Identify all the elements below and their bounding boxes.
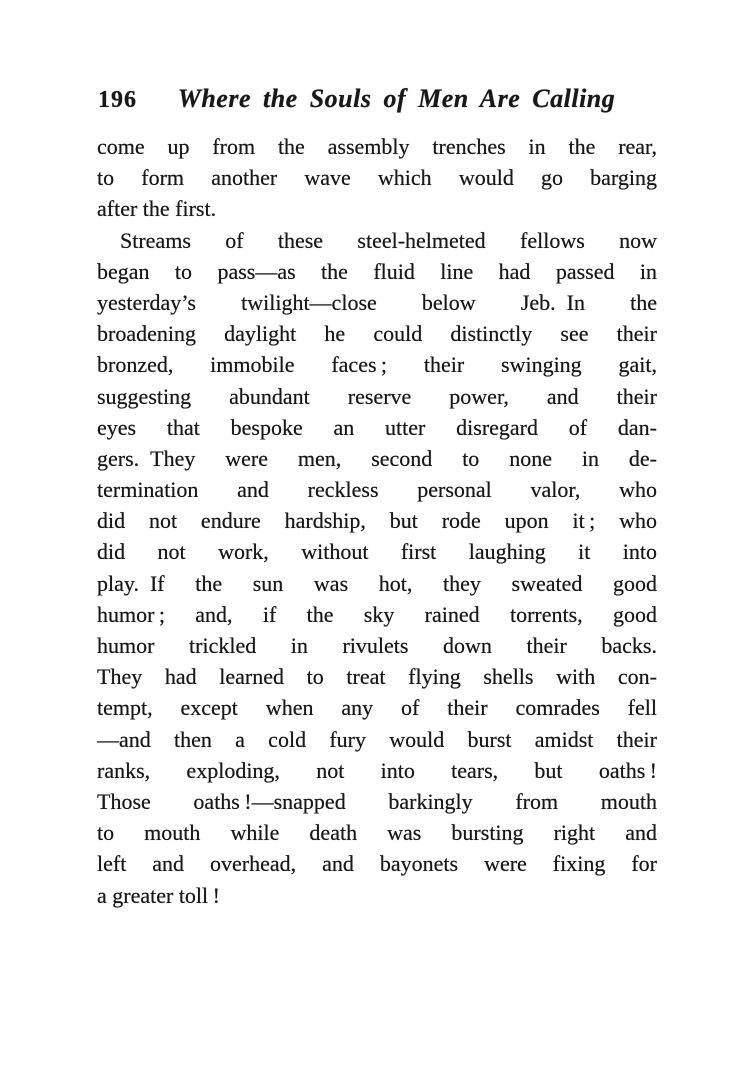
text-line: began to pass—as the fluid line had passed in <box>97 258 657 284</box>
text-line: play. If the sun was hot, they sweated good <box>97 570 657 596</box>
text-line: come up from the assembly trenches in the rear, <box>97 134 657 159</box>
text-line: —and then a cold fury would burst amidst their <box>97 726 657 752</box>
text-line: termination and reckless personal valor, who <box>97 477 657 503</box>
paragraph <box>97 225 657 911</box>
text-line: left and overhead, and bayonets were fixing for <box>97 851 657 877</box>
text-line: did not endure hardship, but rode upon it ; who <box>97 508 657 534</box>
text-line: to form another wave which would go barging <box>97 165 657 191</box>
page-body <box>97 131 657 911</box>
text-line: to mouth while death was bursting right and <box>97 820 657 846</box>
chapter-title: Where the Souls of Men Are Calling <box>177 84 616 113</box>
text-line: bronzed, immobile faces ; their swinging gait, <box>97 352 657 378</box>
text-line: eyes that bespoke an utter disregard of dan- <box>97 414 657 440</box>
text-line: gers. They were men, second to none in de- <box>97 445 657 471</box>
text-line: yesterday’s twilight—close below Jeb. In the <box>97 289 657 315</box>
paragraph <box>97 131 657 225</box>
text-line: humor ; and, if the sky rained torrents, good <box>97 601 657 627</box>
page-number: 196 <box>98 87 137 113</box>
text-line: tempt, except when any of their comrades fell <box>97 695 657 721</box>
text-line: suggesting abundant reserve power, and their <box>97 383 657 409</box>
running-header <box>98 84 656 114</box>
text-line: They had learned to treat flying shells with con- <box>97 664 657 690</box>
text-line: Streams of these steel-helmeted fellows now <box>120 227 657 253</box>
text-line: ranks, exploding, not into tears, but oaths ! <box>97 757 657 783</box>
text-line: Those oaths !—snapped barkingly from mouth <box>97 788 657 814</box>
text-line: humor trickled in rivulets down their backs. <box>97 633 657 658</box>
text-line: after the first. <box>97 196 217 222</box>
text-line: did not work, without first laughing it into <box>97 539 657 565</box>
text-line: a greater toll ! <box>97 882 220 908</box>
text-line: broadening daylight he could distinctly see their <box>97 321 657 347</box>
